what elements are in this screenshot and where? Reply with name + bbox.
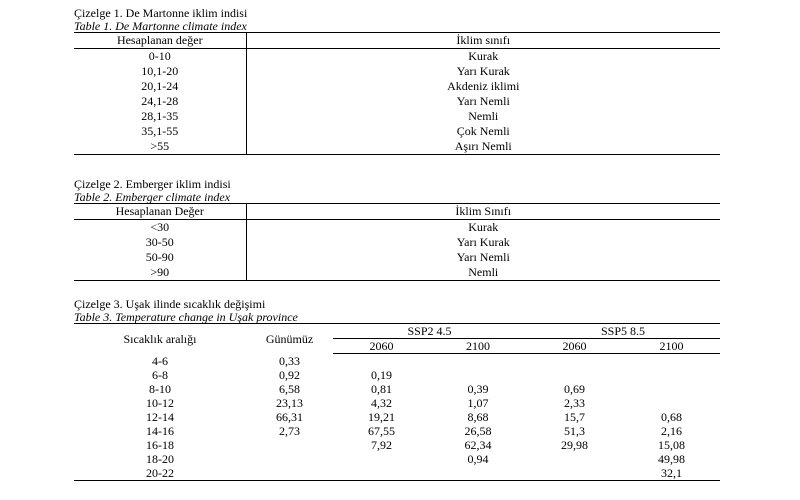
table-cell: 6-8 (152, 368, 168, 382)
table-cell: 8,68 (467, 410, 489, 424)
table-cell: >90 (74, 265, 246, 281)
table-cell: 10-12 (146, 396, 174, 410)
table-cell: 66,31 (276, 410, 303, 424)
table3-header-ssp245: SSP2 4.5 (333, 324, 526, 339)
table-row (74, 424, 720, 438)
table2-header-class: İklim Sınıfı (246, 204, 720, 220)
table-row (74, 220, 720, 236)
table-cell: Yarı Nemli (456, 94, 510, 108)
table3-year-ssp245-2100: 2100 (430, 339, 526, 354)
table-cell: 1,07 (467, 396, 489, 410)
table-row (74, 235, 720, 250)
table3-header-current: Günümüz (246, 324, 333, 354)
table-cell: Nemli (246, 265, 720, 281)
table-row (74, 396, 720, 410)
table-row (74, 382, 720, 396)
table-cell (430, 466, 526, 481)
table-cell: 28,1-35 (74, 109, 246, 124)
table-cell: 0,68 (661, 410, 682, 424)
table-cell: 15,7 (564, 410, 585, 424)
table-cell (333, 354, 430, 369)
temperature-change-table (74, 323, 720, 481)
table-cell: 26,58 (464, 424, 492, 438)
table-cell: 18-20 (146, 452, 174, 466)
table-cell: 7,92 (371, 438, 392, 452)
table-cell: 51,3 (564, 424, 585, 438)
table2-header-row (74, 204, 720, 220)
table-cell: Kurak (468, 49, 499, 63)
table-cell: 0,19 (371, 368, 392, 382)
table-cell: 30-50 (74, 235, 246, 250)
table-cell (526, 354, 623, 369)
table-cell: >55 (74, 139, 246, 155)
table-cell (246, 452, 333, 466)
table2-caption-tr: Çizelge 2. Emberger iklim indisi (74, 177, 231, 191)
table1-header-row (74, 33, 720, 49)
table-cell: 8-10 (149, 382, 171, 396)
table-cell (333, 452, 430, 466)
table1-header-class: İklim sınıfı (246, 33, 720, 49)
table-cell: 15,08 (658, 438, 685, 452)
table-row (74, 368, 720, 382)
table-row (74, 49, 720, 65)
table1-header-value: Hesaplanan değer (74, 33, 246, 49)
table-cell: 23,13 (276, 396, 303, 410)
table-cell (333, 466, 430, 481)
table-cell: 0-10 (74, 49, 246, 65)
table-cell: 0,69 (564, 382, 585, 396)
table-cell: Aşırı Nemli (246, 139, 720, 155)
table-row (74, 265, 720, 281)
table2-block (74, 178, 720, 281)
table-cell: Yarı Kurak (456, 235, 510, 249)
table-cell: Akdeniz iklimi (447, 79, 520, 93)
table-cell: Nemli (468, 109, 499, 123)
table-cell (246, 466, 333, 481)
table-row (74, 452, 720, 466)
table-cell: 0,39 (467, 382, 489, 396)
table-cell: 29,98 (561, 438, 588, 452)
table-cell: 24,1-28 (74, 94, 246, 109)
table-cell: 4,32 (371, 396, 392, 410)
table-cell: 32,1 (623, 466, 720, 481)
table-cell: 19,21 (368, 410, 395, 424)
table-cell: 20,1-24 (74, 79, 246, 94)
table3-caption-en: Table 3. Temperature change in Uşak province (74, 310, 298, 324)
table-cell: Yarı Kurak (456, 64, 510, 78)
table-row (74, 354, 720, 369)
table-cell: 12-14 (146, 410, 174, 424)
table-cell (430, 354, 526, 369)
table-cell (246, 438, 333, 452)
table-cell (430, 368, 526, 382)
table-cell: 67,55 (368, 424, 395, 438)
table-cell: 0,81 (371, 382, 392, 396)
table1-block (74, 7, 720, 155)
table-cell (623, 382, 720, 396)
table-row (74, 64, 720, 79)
table-cell (526, 466, 623, 481)
table-cell: 6,58 (279, 382, 300, 396)
table-cell: 2,33 (564, 396, 585, 410)
table-cell: 0,33 (279, 353, 300, 368)
table-row (74, 250, 720, 265)
table-row (74, 438, 720, 452)
table1-caption-tr: Çizelge 1. De Martonne iklim indisi (74, 6, 248, 20)
emberger-table (74, 203, 720, 281)
table-cell: 0,92 (279, 368, 300, 382)
table3-year-ssp245-2060: 2060 (333, 339, 430, 354)
table-cell: 50-90 (74, 250, 246, 265)
table-cell: <30 (74, 220, 246, 236)
table3-header-ssp585: SSP5 8.5 (526, 324, 720, 339)
table-row (74, 410, 720, 424)
table2-caption-en: Table 2. Emberger climate index (74, 190, 231, 204)
table-cell (526, 368, 623, 382)
table-cell: 10,1-20 (74, 64, 246, 79)
table-cell: 49,98 (658, 452, 685, 466)
table-cell (623, 368, 720, 382)
table-cell: 16-18 (146, 438, 174, 452)
table-cell (623, 354, 720, 369)
table-cell: 2,73 (279, 424, 300, 438)
table-row (74, 94, 720, 109)
table-row (74, 466, 720, 481)
table2-header-value: Hesaplanan Değer (74, 204, 246, 220)
table-row (74, 139, 720, 155)
table-row (74, 109, 720, 124)
table-cell: 35,1-55 (74, 124, 246, 139)
table-cell: 4-6 (152, 353, 168, 368)
table-cell: 20-22 (74, 466, 246, 481)
table3-header-range: Sıcaklık aralığı (74, 324, 246, 354)
table-row (74, 124, 720, 139)
table3-header-row (74, 324, 720, 339)
table-cell: Kurak (468, 220, 499, 234)
table3-block (74, 298, 720, 481)
table3-year-ssp585-2100: 2100 (623, 339, 720, 354)
table-cell (623, 396, 720, 410)
table1-caption-en: Table 1. De Martonne climate index (74, 19, 247, 33)
table-cell: Yarı Nemli (456, 250, 510, 264)
table-row (74, 79, 720, 94)
table3-caption-tr: Çizelge 3. Uşak ilinde sıcaklık değişimi (74, 297, 266, 311)
table-cell: 2,16 (661, 424, 682, 438)
table-cell (526, 452, 623, 466)
table-cell: 0,94 (467, 452, 489, 466)
de-martonne-table (74, 32, 720, 155)
table-cell: 14-16 (146, 424, 174, 438)
table-cell: 62,34 (464, 438, 492, 452)
table3-year-ssp585-2060: 2060 (526, 339, 623, 354)
table-cell: Çok Nemli (456, 124, 510, 138)
